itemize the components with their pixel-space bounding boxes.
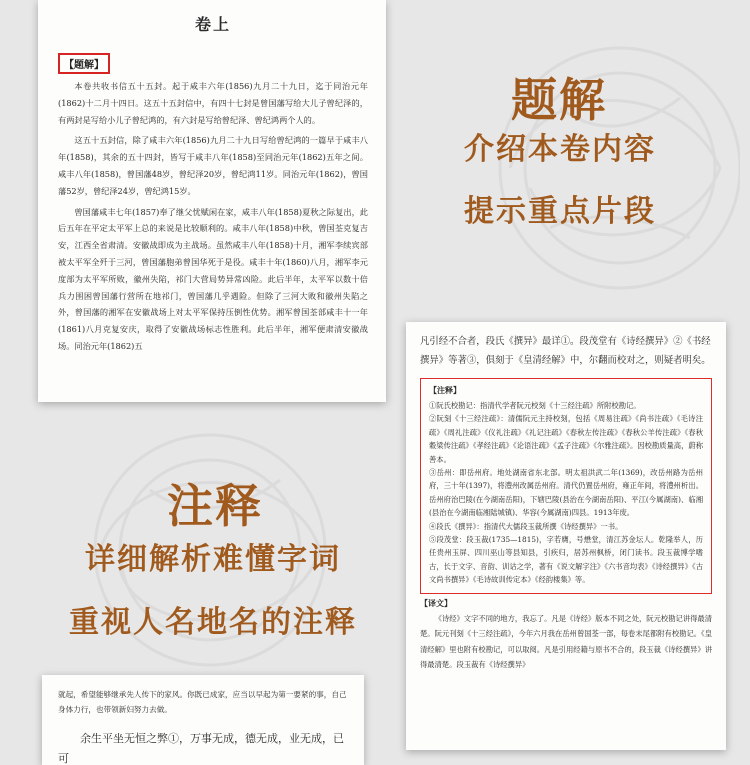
- subheading-explain-words: 详细解析难懂字词: [85, 542, 341, 577]
- dragon-watermark-top-right: [420, 18, 740, 318]
- book-page-tijie: [38, 0, 386, 402]
- translation-text: 《诗经》文字不同的地方，我忘了。凡是《诗经》版本不同之处，阮元校勘记讲得最清楚。阮元刊刻《十三经注疏》，今年六月我在岳州曾国荃一部，每卷末尾都附有校勘记。《皇清经解》里也附有校勘记，可以取阅。凡是引用经籍与原书不合的，段玉裁《诗经撰异》讲得最清楚。段玉裁有《诗经撰异》: [420, 613, 712, 670]
- note-item: ①阮氏校勘记：指清代学者阮元校刻《十三经注疏》所附校勘记。: [429, 401, 641, 410]
- chapter-title: 卷上: [194, 15, 231, 34]
- notes-heading: 【注释】: [429, 385, 461, 395]
- excerpt-original-line: 余生平坐无恒之弊①，万事无成，德无成，业无成，已可: [58, 732, 344, 765]
- note-item: ③岳州：即岳州府。地处湖南省东北部。明太祖洪武二年(1369)，改岳州路为岳州府，三十年(1397)，将澧州改属岳州府。清代仍置岳州府，雍正年间，将澧州析出。岳州府治巴陵(在今湖南岳阳)，下辖巴陵(县治在今湖南岳阳)、平江(今属湖南)、临湘(县治在今湖南临湘陆城镇)、华容(今属湖南)四县。1913年废。: [429, 468, 703, 518]
- book-page-excerpt: [42, 675, 364, 765]
- original-text: 凡引经不合者，段氏《撰异》最详①。段茂堂有《诗经撰异》②《书经撰异》等著③，俱刻于《皇清经解》中，尔翻而校对之，则疑者明矣。: [420, 336, 711, 366]
- heading-zhushi: 注释: [167, 479, 263, 533]
- tijie-paragraph: 曾国藩咸丰七年(1857)奉了继父忧赋闲在家，咸丰八年(1858)夏秋之际复出，此后五年在平定太平军上总的来说是比较顺利的。咸丰八年(1858)中秋，曾国荃克复吉安，江西全省肃清。安徽战即成为主战场。虽然咸丰八年(1858)十月，湘军李续宾部被太平军全歼于三河，曾国藩胞弟曾国华死于是役。咸丰十年(1860)八月，湘军李元度部为太平军所败，徽州失陷，祁门大营局势异常凶险。此后半年，太平军以数十倍兵力围困曾国藩行营所在地祁门，曾国藩几乎遇险。但除了三河大败和徽州失陷之外，曾国藩的湘军在安徽战场上对太平军保持压倒性优势。湘军曾国荃部咸丰十一年(1861)八月克复安庆，取得了安徽战场标志性胜利。此后半年，湘军便肃清安徽战场。同治元年(1862)五: [58, 206, 368, 351]
- tijie-paragraph: 本卷共收书信五十五封。起于咸丰六年(1856)九月二十九日，迄于同治元年(1862)十二月十四日。这五十五封信中，有四十七封是曾国藩写给大儿子曾纪泽的，有两封是写给小儿子曾纪鸿的，有六封是写给曾纪泽、曾纪鸿两个人的。: [58, 81, 368, 125]
- note-item: ②阮刻《十三经注疏》：清儒阮元主持校刻，包括《周易注疏》《尚书注疏》《毛诗注疏》《周礼注疏》《仪礼注疏》《礼记注疏》《春秋左传注疏》《春秋公羊传注疏》《春秋穀梁传注疏》《孝经注疏》《论语注疏》《孟子注疏》《尔雅注疏》。因校勘质量高，蔚称善本。: [429, 414, 703, 464]
- translation-heading: 【译文】: [420, 597, 452, 608]
- note-item: ⑤段茂堂：段玉裁(1735—1815)，字若膺，号懋堂，清江苏金坛人。乾隆举人，历任贵州玉屏、四川巫山等县知县，引疾归，居苏州枫桥，闭门读书。段玉裁博学嗜古，长于文字、音韵、训诂之学，著有《说文解字注》《六书音均表》《诗经撰异》《古文尚书撰异》《毛诗故训传定本》《经韵楼集》等。: [429, 535, 703, 585]
- subheading-key-passages: 提示重点片段: [464, 194, 656, 229]
- subheading-intro-content: 介绍本卷内容: [464, 132, 656, 167]
- tijie-paragraph: 这五十五封信，除了咸丰六年(1856)九月二十九日写给曾纪鸿的一篇早于咸丰八年(1858)，其余的五十四封，皆写于咸丰八年(1858)至同治元年(1862)五年之间。咸丰八年(1858)，曾国藩48岁，曾纪泽20岁，曾纪鸿11岁。同治元年(1862)，曾国藩52岁，曾纪泽24岁，曾纪鸿15岁。: [58, 135, 368, 196]
- subheading-names-places: 重视人名地名的注释: [69, 605, 357, 640]
- tijie-tag: 【题解】: [58, 53, 110, 74]
- heading-tijie: 题解: [511, 73, 607, 127]
- excerpt-text: 就起，希望能够继承先人传下的家风。你既已成家，应当以早起为第一要紧的事，自己身体力行，也带领新妇努力去做。: [58, 690, 347, 714]
- notes-highlight-box: [420, 378, 712, 594]
- book-page-zhushi: [406, 322, 726, 750]
- note-item: ④段氏《撰异》：指清代大儒段玉裁所撰《诗经撰异》一书。: [429, 521, 623, 531]
